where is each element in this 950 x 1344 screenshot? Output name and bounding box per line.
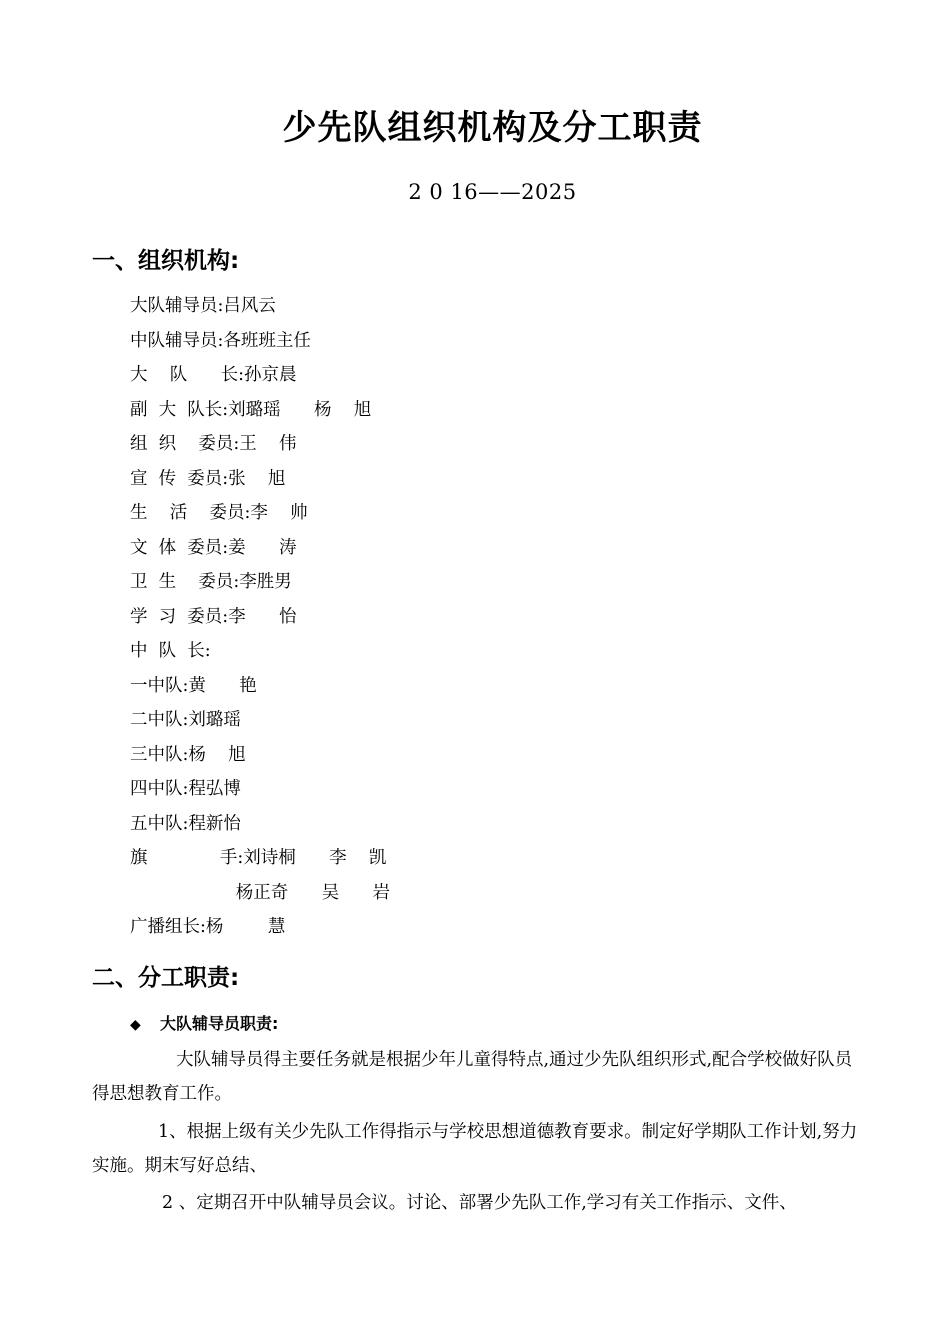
duty-heading-text: 大队辅导员职责: bbox=[160, 1014, 279, 1033]
section-heading-duties: 二、分工职责: bbox=[92, 965, 240, 991]
section-heading-organization: 一、组织机构: bbox=[92, 248, 240, 274]
diamond-bullet-icon: ◆ bbox=[130, 1017, 141, 1033]
document-year-range: 2 0 16——2025 bbox=[408, 180, 577, 204]
roster-line: 旗 手:刘诗桐 李 凯 bbox=[130, 848, 387, 868]
roster-line: 生 活 委员:李 帅 bbox=[130, 503, 308, 523]
roster-line: 副 大 队长:刘璐瑶 杨 旭 bbox=[130, 399, 372, 420]
document-title: 少先队组织机构及分工职责 bbox=[282, 108, 703, 148]
roster-line: 中 队 长: bbox=[130, 641, 211, 661]
duty-heading-brigade-counselor bbox=[130, 1012, 278, 1037]
body-paragraph: 1、根据上级有关少先队工作得指示与学校思想道德教育要求。制定好学期队工作计划,努力实施。期末写好总结、 bbox=[92, 1122, 858, 1176]
roster-line: 一中队:黄 艳 bbox=[130, 675, 257, 696]
organization-roster bbox=[130, 290, 830, 946]
roster-line: 卫 生 委员:李胜男 bbox=[130, 572, 292, 592]
roster-line: 文 体 委员:姜 涛 bbox=[130, 537, 297, 558]
roster-line: 杨正奇 吴 岩 bbox=[130, 882, 390, 903]
roster-line: 学 习 委员:李 怡 bbox=[130, 606, 297, 627]
roster-line: 广播组长:杨 慧 bbox=[130, 917, 286, 937]
roster-line: 二中队:刘璐瑶 bbox=[130, 710, 241, 730]
roster-line: 五中队:程新怡 bbox=[130, 813, 241, 834]
roster-line: 大 队 长:孙京晨 bbox=[130, 365, 297, 385]
roster-line: 四中队:程弘博 bbox=[130, 779, 241, 799]
roster-line: 中队辅导员:各班班主任 bbox=[130, 330, 311, 351]
body-paragraph: 大队辅导员得主要任务就是根据少年儿童得特点,通过少先队组织形式,配合学校做好队员得思想教育工作。 bbox=[92, 1050, 853, 1104]
roster-line: 大队辅导员:吕风云 bbox=[130, 296, 276, 316]
roster-line: 宣 传 委员:张 旭 bbox=[130, 468, 286, 489]
roster-line: 组 织 委员:王 伟 bbox=[130, 434, 297, 454]
roster-line: 三中队:杨 旭 bbox=[130, 744, 246, 765]
body-paragraph: 2 、定期召开中队辅导员会议。讨论、部署少先队工作,学习有关工作指示、文件、 bbox=[162, 1193, 797, 1213]
